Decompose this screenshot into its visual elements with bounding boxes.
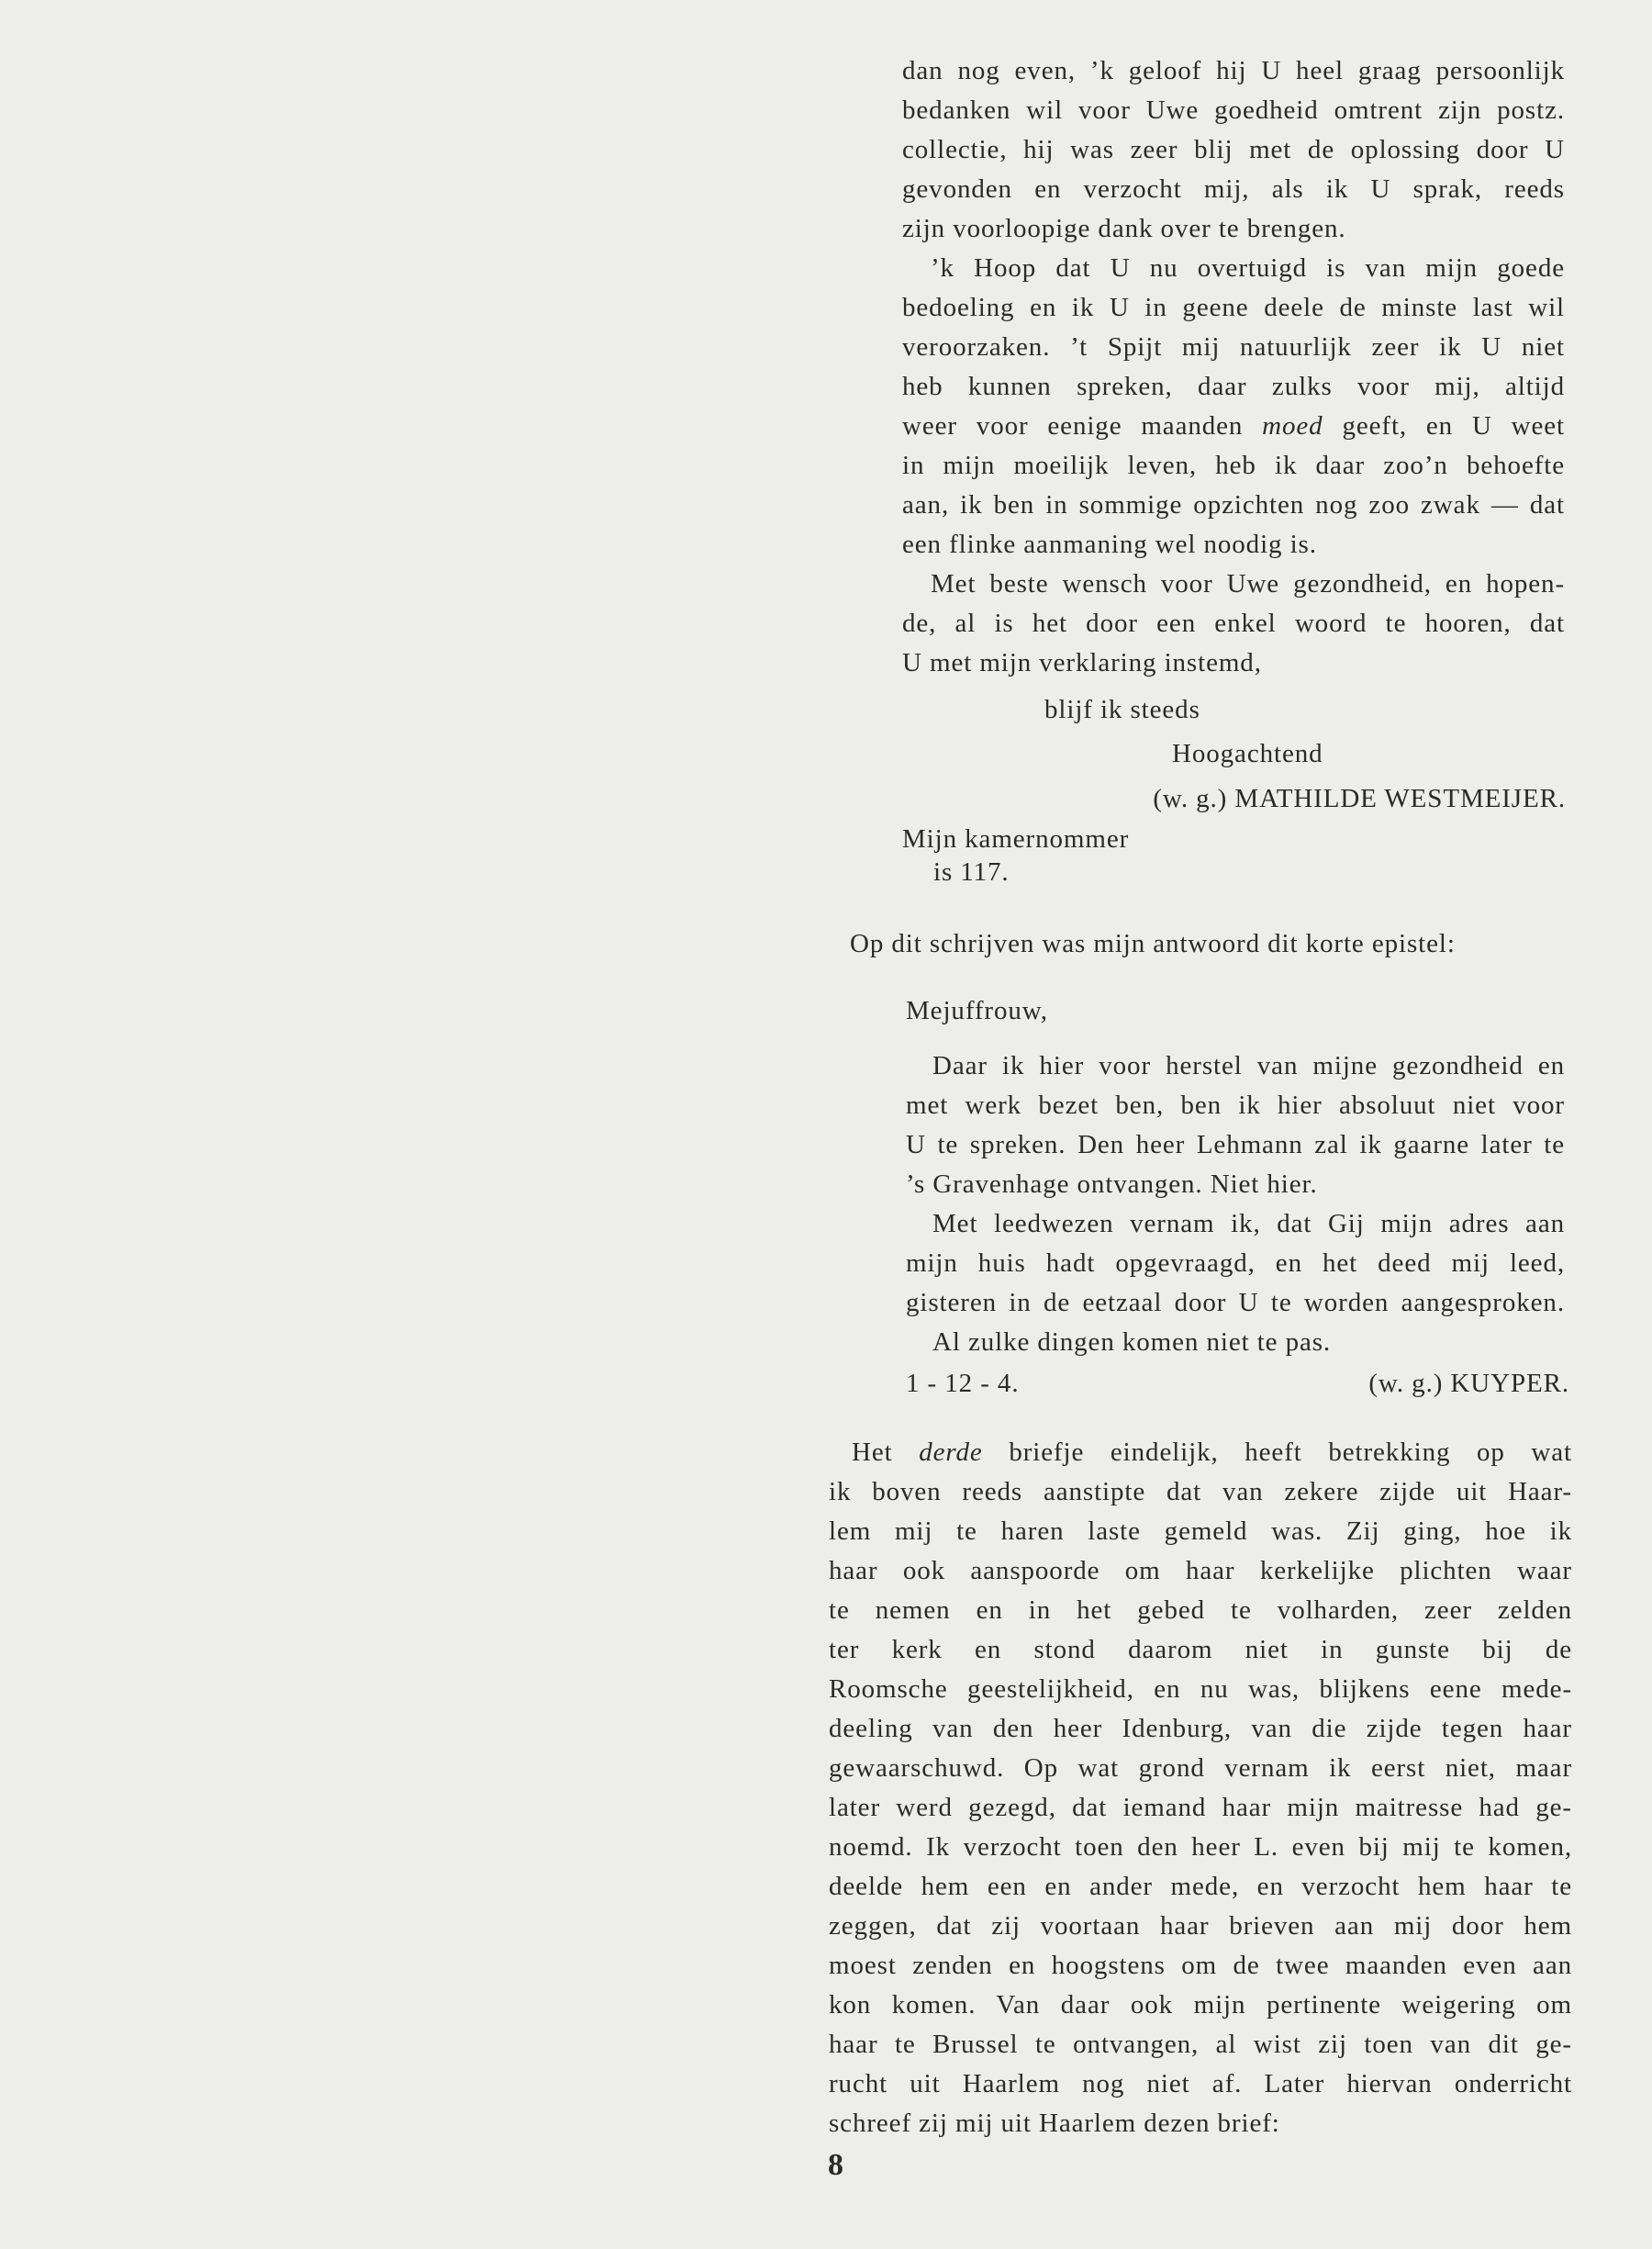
paragraph-text: briefje eindelijk, heeft betrekking op wat [1009, 1438, 1572, 1467]
paragraph-line: kon komen. Van daar ook mijn pertinente weigering om [829, 1990, 1572, 2020]
reply-intro: Op dit schrijven was mijn antwoord dit korte epistel: [850, 929, 1456, 958]
letter-line: Met beste wensch voor Uwe gezondheid, en hopen- [931, 569, 1565, 599]
reply-line: met werk bezet ben, ben ik hier absoluut niet voor [906, 1091, 1565, 1120]
letter-greeting: Hoogachtend [1172, 739, 1323, 768]
letter-line: veroorzaken. ’t Spijt mij natuurlijk zeer ik U niet [902, 332, 1565, 362]
paragraph-line: gewaarschuwd. Op wat grond vernam ik eerst niet, maar [829, 1753, 1572, 1783]
paragraph-line: deelde hem een en ander mede, en verzocht hem haar te [829, 1872, 1572, 1901]
paragraph-line: noemd. Ik verzocht toen den heer L. even bij mij te komen, [829, 1832, 1572, 1862]
paragraph-line: zeggen, dat zij voortaan haar brieven aan mij door hem [829, 1911, 1572, 1941]
paragraph-line: later werd gezegd, dat iemand haar mijn maitresse had ge- [829, 1793, 1572, 1822]
letter-line [902, 407, 1565, 446]
letter-line: in mijn moeilijk leven, heb ik daar zoo’n behoefte [902, 451, 1565, 480]
letter-line-text: weer voor eenige maanden [902, 411, 1244, 441]
paragraph-line [852, 1433, 1572, 1472]
paragraph-line: deeling van den heer Idenburg, van die zijde tegen haar [829, 1714, 1572, 1743]
letter-line: U met mijn verklaring instemd, [902, 648, 1262, 677]
paragraph-line: moest zenden en hoogstens om de twee maanden even aan [829, 1951, 1572, 1980]
reply-line: Met leedwezen vernam ik, dat Gij mijn adres aan [932, 1209, 1565, 1238]
letter-signature: (w. g.) MATHILDE WESTMEIJER. [1153, 784, 1566, 813]
letter-line: heb kunnen spreken, daar zulks voor mij, altijd [902, 372, 1565, 401]
paragraph-line: haar ook aanspoorde om haar kerkelijke plichten waar [829, 1556, 1572, 1585]
reply-signature: (w. g.) KUYPER. [1368, 1369, 1569, 1398]
letter-line: zijn voorloopige dank over te brengen. [902, 214, 1346, 243]
letter-postscript: is 117. [933, 857, 1010, 887]
emphasized-word: derde [919, 1438, 983, 1467]
paragraph-line: ter kerk en stond daarom niet in gunste bij de [829, 1635, 1572, 1664]
letter-line-text: geeft, en U weet [1342, 411, 1565, 441]
letter-line: bedanken wil voor Uwe goedheid omtrent zijn postz. [902, 95, 1565, 125]
reply-line: Daar ik hier voor herstel van mijne gezondheid en [932, 1051, 1565, 1080]
letter-postscript: Mijn kamernommer [902, 824, 1130, 854]
reply-date: 1 - 12 - 4. [906, 1369, 1020, 1398]
reply-salutation: Mejuffrouw, [906, 996, 1048, 1025]
letter-line: een flinke aanmaning wel noodig is. [902, 530, 1317, 559]
letter-line: ’k Hoop dat U nu overtuigd is van mijn goede [931, 253, 1565, 283]
reply-line: gisteren in de eetzaal door U te worden aangesproken. [906, 1288, 1565, 1317]
reply-line: Al zulke dingen komen niet te pas. [932, 1327, 1332, 1357]
paragraph-text: Het [852, 1438, 893, 1467]
reply-line: U te spreken. Den heer Lehmann zal ik gaarne later te [906, 1130, 1565, 1159]
paragraph-line: rucht uit Haarlem nog niet af. Later hiervan onderricht [829, 2069, 1572, 2098]
letter-line: gevonden en verzocht mij, als ik U sprak, reeds [902, 174, 1565, 204]
letter-line: bedoeling en ik U in geene deele de minste last wil [902, 293, 1565, 322]
page-number: 8 [828, 2148, 843, 2182]
emphasized-word: moed [1262, 411, 1323, 441]
paragraph-line: ik boven reeds aanstipte dat van zekere zijde uit Haar- [829, 1477, 1572, 1506]
paragraph-line: schreef zij mij uit Haarlem dezen brief: [829, 2109, 1280, 2138]
paragraph-line: haar te Brussel te ontvangen, al wist zij toen van dit ge- [829, 2030, 1572, 2059]
letter-line: aan, ik ben in sommige opzichten nog zoo zwak — dat [902, 490, 1565, 520]
letter-closing: blijf ik steeds [1044, 695, 1200, 724]
paragraph-line: te nemen en in het gebed te volharden, zeer zelden [829, 1595, 1572, 1625]
paragraph-line: lem mij te haren laste gemeld was. Zij ging, hoe ik [829, 1516, 1572, 1546]
reply-line: ’s Gravenhage ontvangen. Niet hier. [906, 1169, 1318, 1199]
letter-line: collectie, hij was zeer blij met de oplossing door U [902, 135, 1565, 164]
reply-line: mijn huis hadt opgevraagd, en het deed mij leed, [906, 1248, 1565, 1278]
letter-line: dan nog even, ’k geloof hij U heel graag persoonlijk [902, 56, 1565, 85]
paragraph-line: Roomsche geestelijkheid, en nu was, blijkens eene mede- [829, 1674, 1572, 1704]
letter-line: de, al is het door een enkel woord te hooren, dat [902, 609, 1565, 638]
